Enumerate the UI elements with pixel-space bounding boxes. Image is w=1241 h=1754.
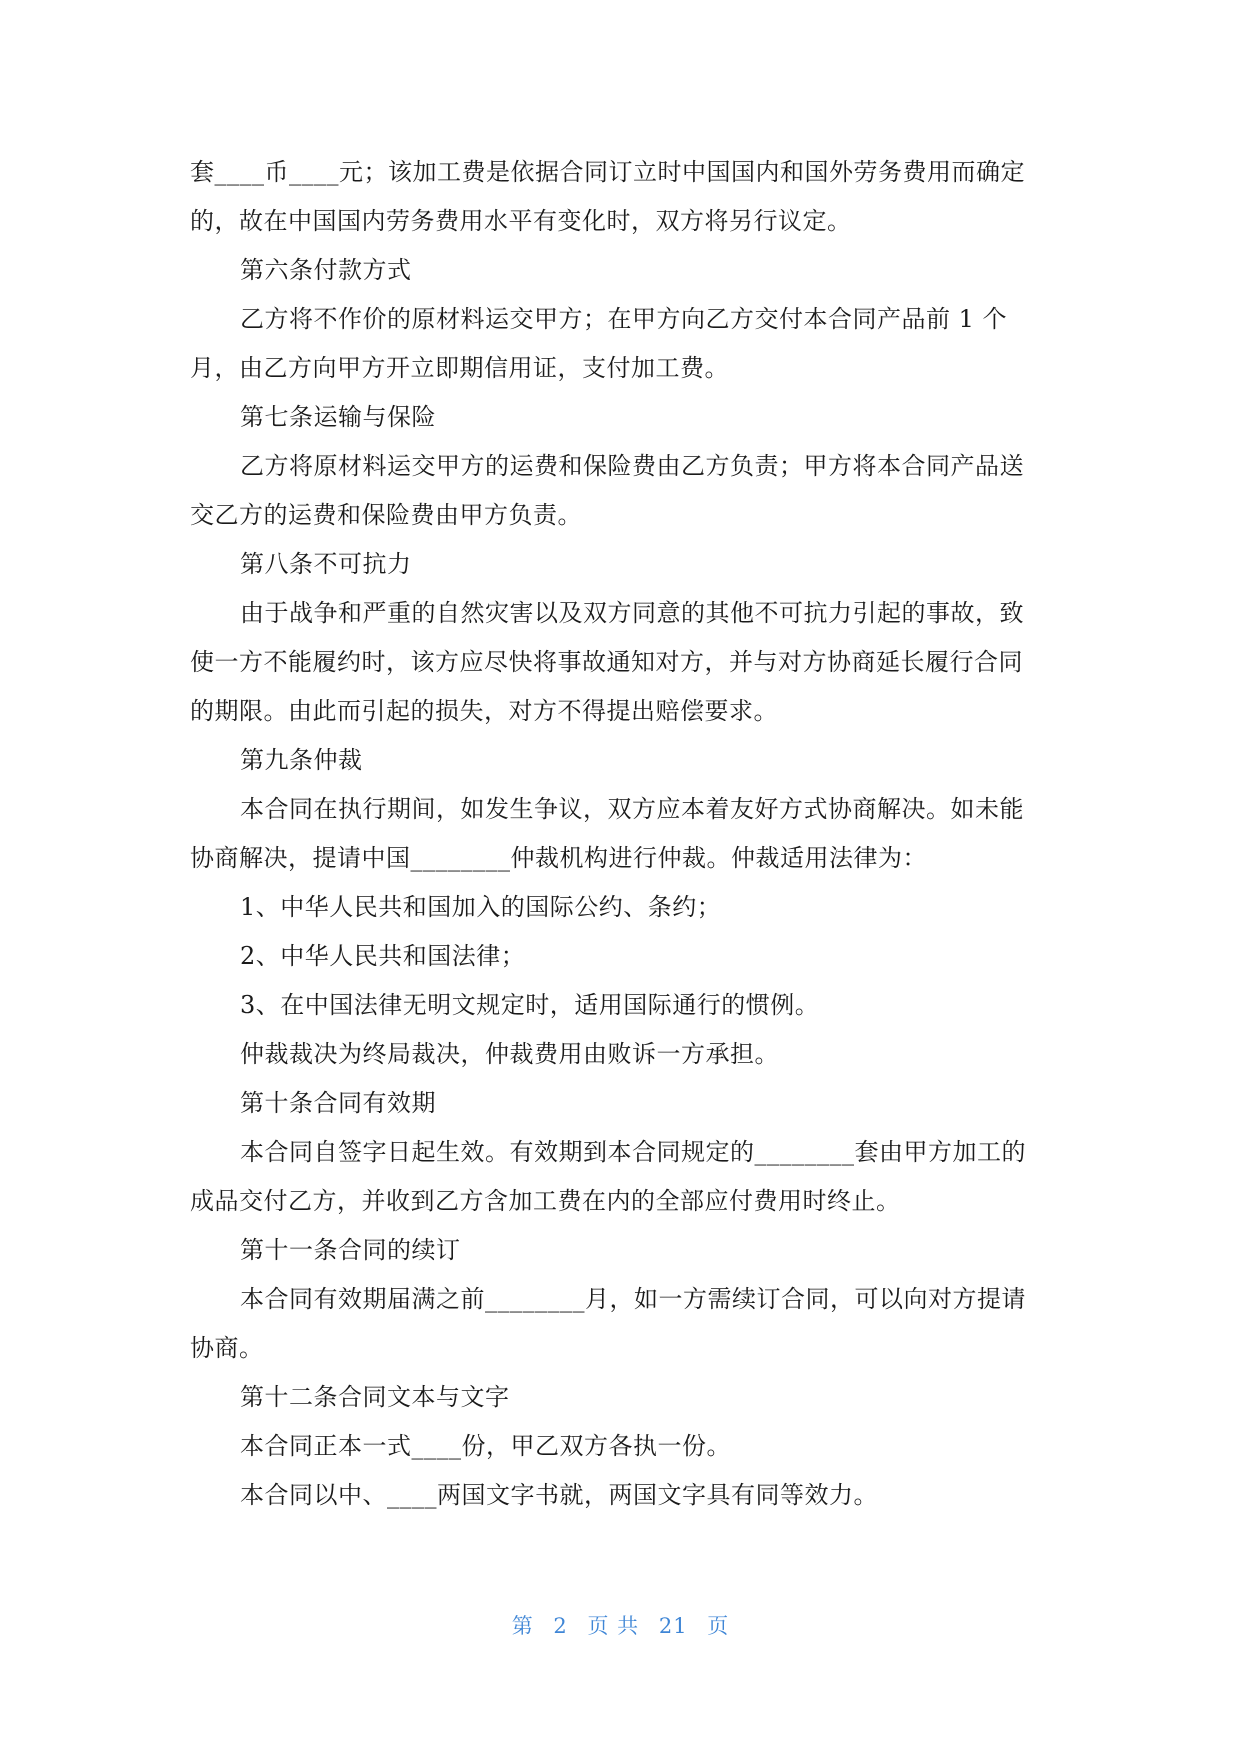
text-line: 协商。: [190, 1334, 264, 1362]
text-line: 本合同正本一式____份，甲乙双方各执一份。: [240, 1432, 731, 1460]
text-line: 的，故在中国国内劳务费用水平有变化时，双方将另行议定。: [190, 207, 852, 235]
section-heading: 第六条付款方式: [240, 256, 412, 284]
page-number-prefix: 第: [511, 1614, 534, 1638]
text-line: 的期限。由此而引起的损失，对方不得提出赔偿要求。: [190, 697, 778, 725]
text-line: 成品交付乙方，并收到乙方含加工费在内的全部应付费用时终止。: [190, 1187, 901, 1215]
page-footer: [0, 1610, 1241, 1640]
list-item: 2、中华人民共和国法律；: [240, 942, 526, 970]
text-line: 协商解决，提请中国________仲裁机构进行仲裁。仲裁适用法律为：: [190, 844, 927, 872]
list-item: 1、中华人民共和国加入的国际公约、条约；: [240, 893, 722, 921]
section-heading: 第十一条合同的续订: [240, 1236, 461, 1264]
current-page-number: 2: [553, 1614, 568, 1638]
text-line: 本合同以中、____两国文字书就，两国文字具有同等效力。: [240, 1481, 878, 1509]
text-line: 仲裁裁决为终局裁决，仲裁费用由败诉一方承担。: [240, 1040, 779, 1068]
text-line: 本合同有效期届满之前________月，如一方需续订合同，可以向对方提请: [240, 1285, 1026, 1313]
text-line: 交乙方的运费和保险费由甲方负责。: [190, 501, 582, 529]
text-line: 乙方将不作价的原材料运交甲方；在甲方向乙方交付本合同产品前 1 个: [240, 305, 1008, 333]
text-line: 月，由乙方向甲方开立即期信用证，支付加工费。: [190, 354, 729, 382]
text-line: 本合同在执行期间，如发生争议，双方应本着友好方式协商解决。如未能: [240, 795, 1024, 823]
section-heading: 第七条运输与保险: [240, 403, 436, 431]
section-heading: 第九条仲裁: [240, 746, 363, 774]
section-heading: 第十二条合同文本与文字: [240, 1383, 510, 1411]
section-heading: 第十条合同有效期: [240, 1089, 436, 1117]
text-line: 使一方不能履约时，该方应尽快将事故通知对方，并与对方协商延长履行合同: [190, 648, 1023, 676]
text-line: 套____币____元；该加工费是依据合同订立时中国国内和国外劳务费用而确定: [190, 158, 1025, 186]
total-page-count: 21: [658, 1614, 688, 1638]
page-number-middle: 页 共: [587, 1614, 640, 1638]
page-number-suffix: 页: [707, 1614, 730, 1638]
document-body: [190, 148, 1050, 1520]
section-heading: 第八条不可抗力: [240, 550, 412, 578]
text-line: 本合同自签字日起生效。有效期到本合同规定的________套由甲方加工的: [240, 1138, 1026, 1166]
text-line: 由于战争和严重的自然灾害以及双方同意的其他不可抗力引起的事故，致: [240, 599, 1024, 627]
text-line: 乙方将原材料运交甲方的运费和保险费由乙方负责；甲方将本合同产品送: [240, 452, 1024, 480]
list-item: 3、在中国法律无明文规定时，适用国际通行的惯例。: [240, 991, 820, 1019]
